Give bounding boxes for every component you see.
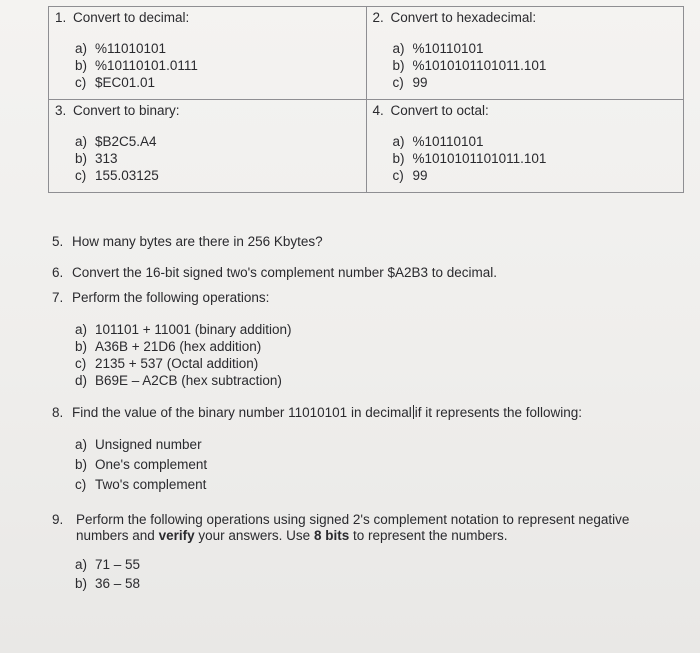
q4-item-b-text: %1010101101011.101 (412, 151, 547, 166)
q8-item-a-letter: a) (75, 437, 88, 452)
q9-item-b-text: 36 – 58 (95, 576, 141, 591)
text-cursor-icon (413, 405, 414, 419)
q2-cell (366, 7, 684, 100)
q7-item-d (75, 372, 292, 389)
q9-number: 9. (52, 512, 64, 527)
q8-items (75, 436, 207, 493)
q3-item-a-text: $B2C5.A4 (95, 134, 157, 149)
q7-text: Perform the following operations: (72, 290, 270, 305)
q4-item-a-text: %10110101 (412, 134, 484, 149)
q2-item-a (393, 40, 684, 57)
q8-item-a-text: Unsigned number (95, 437, 202, 452)
q3-item-b-letter: b) (75, 151, 88, 166)
q7-item-b (75, 338, 292, 355)
q2-item-c-letter: c) (392, 75, 404, 90)
q4-cell (366, 100, 684, 193)
q1-item-a (75, 40, 366, 57)
q9-line2 (52, 528, 629, 544)
q1-title: Convert to decimal: (73, 10, 190, 25)
q2-item-c (393, 74, 684, 91)
q9-line2-part-b: your answers. Use (198, 528, 311, 543)
q9 (52, 512, 629, 544)
q1-items (49, 30, 366, 99)
q4-item-c-letter: c) (392, 168, 404, 183)
q8-item-c-letter: c) (75, 477, 87, 492)
q9-line2-bold-bits: 8 bits (313, 528, 350, 543)
q1-item-a-letter: a) (75, 41, 88, 56)
q8-item-c-text: Two's complement (95, 477, 207, 492)
q9-item-b (75, 575, 140, 592)
q2-item-a-letter: a) (392, 41, 405, 56)
q7-item-d-letter: d) (75, 373, 88, 388)
conversion-table (48, 6, 684, 193)
q7-item-a-letter: a) (75, 322, 88, 337)
q8-item-b-letter: b) (75, 457, 88, 472)
q2-item-b-letter: b) (392, 58, 405, 73)
q7-item-d-text: B69E – A2CB (hex subtraction) (95, 373, 282, 388)
q1-number: 1. (55, 10, 67, 25)
q9-line1 (52, 512, 629, 528)
q1-item-c (75, 74, 366, 91)
q6 (52, 265, 497, 280)
q7-item-c (75, 355, 292, 372)
q4-title: Convert to octal: (390, 103, 489, 118)
q2-item-b-text: %1010101101011.101 (412, 58, 547, 73)
q4-header (367, 100, 684, 123)
q8-item-a (75, 436, 207, 453)
q4-number: 4. (372, 103, 384, 118)
q8 (52, 405, 582, 420)
q3-cell (49, 100, 367, 193)
q3-item-a (75, 133, 366, 150)
q9-line1-text: Perform the following operations using signed 2's complement notation to represent negative (76, 512, 630, 527)
q6-number: 6. (52, 265, 64, 280)
q7-items (75, 321, 292, 389)
q4-item-a-letter: a) (392, 134, 405, 149)
q9-line2-part-a: numbers and (76, 528, 155, 543)
q1-item-b (75, 57, 366, 74)
q9-line2-part-c: to represent the numbers. (352, 528, 508, 543)
q4-item-b-letter: b) (392, 151, 405, 166)
q2-number: 2. (372, 10, 384, 25)
q1-item-b-letter: b) (75, 58, 88, 73)
q9-item-b-letter: b) (75, 576, 88, 591)
q9-item-a (75, 556, 140, 573)
q3-item-c (75, 167, 366, 184)
q7-item-c-text: 2135 + 537 (Octal addition) (95, 356, 259, 371)
q1-item-c-text: $EC01.01 (95, 75, 156, 90)
q4-item-c (393, 167, 684, 184)
q7-item-a (75, 321, 292, 338)
q3-item-a-letter: a) (75, 134, 88, 149)
q7-item-a-text: 101101 + 11001 (binary addition) (95, 322, 292, 337)
q8-item-b (75, 456, 207, 473)
q2-item-b (393, 57, 684, 74)
q2-items (367, 30, 684, 99)
q4-item-a (393, 133, 684, 150)
q3-item-b (75, 150, 366, 167)
q5-text: How many bytes are there in 256 Kbytes? (72, 234, 323, 249)
q9-item-a-letter: a) (75, 557, 88, 572)
q4-item-c-text: 99 (412, 168, 428, 183)
q9-item-a-text: 71 – 55 (95, 557, 141, 572)
q7-item-b-letter: b) (75, 339, 88, 354)
q5-number: 5. (52, 234, 64, 249)
q9-line2-bold-verify: verify (158, 528, 195, 543)
q3-items (49, 123, 366, 192)
q1-item-b-text: %10110101.0111 (95, 58, 198, 73)
q8-item-b-text: One's complement (95, 457, 208, 472)
q2-item-c-text: 99 (412, 75, 428, 90)
q8-item-c (75, 476, 207, 493)
q8-number: 8. (52, 405, 64, 420)
q1-cell (49, 7, 367, 100)
q8-text-after: if it represents the following: (414, 405, 583, 420)
q8-text-before: Find the value of the binary number 11010101 in decimal (72, 405, 412, 420)
q3-header (49, 100, 366, 123)
q3-item-c-letter: c) (75, 168, 87, 183)
q2-item-a-text: %10110101 (412, 41, 484, 56)
q1-header (49, 7, 366, 30)
q7 (52, 290, 269, 305)
q2-header (367, 7, 684, 30)
q4-item-b (393, 150, 684, 167)
q6-text: Convert the 16-bit signed two's complement number $A2B3 to decimal. (72, 265, 498, 280)
q3-number: 3. (55, 103, 67, 118)
q3-title: Convert to binary: (73, 103, 180, 118)
q4-items (367, 123, 684, 192)
q1-item-a-text: %11010101 (95, 41, 167, 56)
q5 (52, 234, 323, 249)
q7-item-c-letter: c) (75, 356, 87, 371)
q3-item-b-text: 313 (95, 151, 118, 166)
q9-items (75, 556, 140, 592)
q7-item-b-text: A36B + 21D6 (hex addition) (95, 339, 262, 354)
q3-item-c-text: 155.03125 (95, 168, 159, 183)
q1-item-c-letter: c) (75, 75, 87, 90)
q7-number: 7. (52, 290, 64, 305)
q2-title: Convert to hexadecimal: (390, 10, 537, 25)
